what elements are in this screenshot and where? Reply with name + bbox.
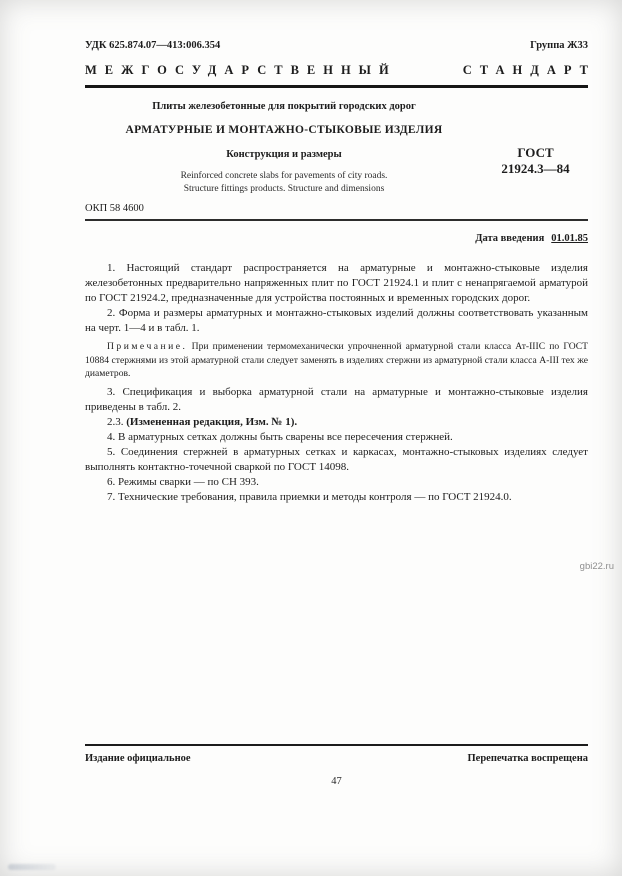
classification-row bbox=[85, 0, 588, 51]
paragraph-1: 1. Настоящий стандарт распространяется на арматурные и монтажно-стыковые изделия железобетонных предварительно напряженных плит по ГОСТ 21924.1 и плит с ненапрягаемой арматурой по ГОСТ 21924.2, предназначенные для устройства постоянных и временных городских дорог. bbox=[85, 262, 588, 304]
header-rule bbox=[85, 85, 588, 88]
paragraph-6: 6. Режимы сварки — по СН 393. bbox=[107, 475, 259, 488]
gost-designation bbox=[483, 101, 588, 196]
udk-code: УДК 625.874.07—413:006.354 bbox=[85, 40, 221, 51]
edition-notice: Издание официальное bbox=[85, 753, 191, 764]
note-paragraph bbox=[85, 340, 588, 381]
page-number: 47 bbox=[331, 776, 342, 787]
amendment-number: 2.3. bbox=[107, 415, 127, 428]
amendment-text: (Измененная редакция, Изм. № 1). bbox=[126, 415, 298, 428]
section-rule bbox=[85, 219, 588, 221]
paragraph-5: 5. Соединения стержней в арматурных сетках и каркасах, монтажно-стыковых изделиях следует выполнять контактно-точечной сваркой по ГОСТ 14098. bbox=[85, 445, 588, 473]
footer-row bbox=[85, 753, 588, 764]
amendment-line bbox=[85, 415, 588, 430]
reprint-notice: Перепечатка воспрещена bbox=[467, 753, 588, 764]
banner-word-2: СТАНДАРТ bbox=[462, 63, 596, 77]
note-text: При применении термомеханически упрочненной арматурной стали класса Ат-IIIС по ГОСТ 10884 стержнями из этой арматурной стали следует заменять в изделиях стержни из арматурной стали класса А-III тех же диаметров. bbox=[85, 341, 588, 379]
paragraph-2: 2. Форма и размеры арматурных и монтажно-стыковых изделий должны соответствовать указанным на черт. 1—4 и в табл. 1. bbox=[85, 307, 588, 334]
okp-code: ОКП 58 4600 bbox=[85, 203, 144, 214]
effective-date-value: 01.01.85 bbox=[551, 233, 588, 244]
scan-artifact bbox=[8, 864, 56, 870]
footer-rule bbox=[85, 744, 588, 746]
title-english-line-1: Reinforced concrete slabs for pavements of city roads. bbox=[180, 171, 388, 181]
banner-word-1: МЕЖГОСУДАРСТВЕННЫЙ bbox=[85, 63, 397, 77]
title-english-line-2: Structure fittings products. Structure and dimensions bbox=[183, 184, 385, 194]
page-content bbox=[85, 0, 596, 505]
effective-date-label: Дата введения bbox=[475, 233, 545, 244]
gost-label: ГОСТ bbox=[517, 145, 554, 160]
paragraph-7: 7. Технические требования, правила приемки и методы контроля — по ГОСТ 21924.0. bbox=[107, 490, 512, 503]
gost-number: 21924.3—84 bbox=[501, 161, 570, 176]
document-subject: Плиты железобетонные для покрытий городских дорог bbox=[152, 101, 416, 112]
paragraph-4: 4. В арматурных сетках должны быть сварены все пересечения стержней. bbox=[107, 430, 453, 443]
standard-banner bbox=[85, 63, 596, 78]
document-title: АРМАТУРНЫЕ И МОНТАЖНО-СТЫКОВЫЕ ИЗДЕЛИЯ bbox=[125, 124, 443, 136]
title-main bbox=[85, 101, 483, 196]
site-watermark: gbi22.ru bbox=[579, 561, 614, 572]
note-label: Примечание. bbox=[107, 341, 188, 352]
document-subtitle: Конструкция и размеры bbox=[226, 149, 342, 160]
document-title-english bbox=[85, 170, 483, 196]
document-body bbox=[85, 261, 588, 505]
title-area bbox=[85, 101, 588, 196]
paragraph-3: 3. Спецификация и выборка арматурной стали на арматурные и монтажно-стыковые изделия приведены в табл. 2. bbox=[85, 385, 588, 413]
group-code: Группа Ж33 bbox=[530, 40, 588, 51]
effective-date-row bbox=[85, 233, 588, 244]
